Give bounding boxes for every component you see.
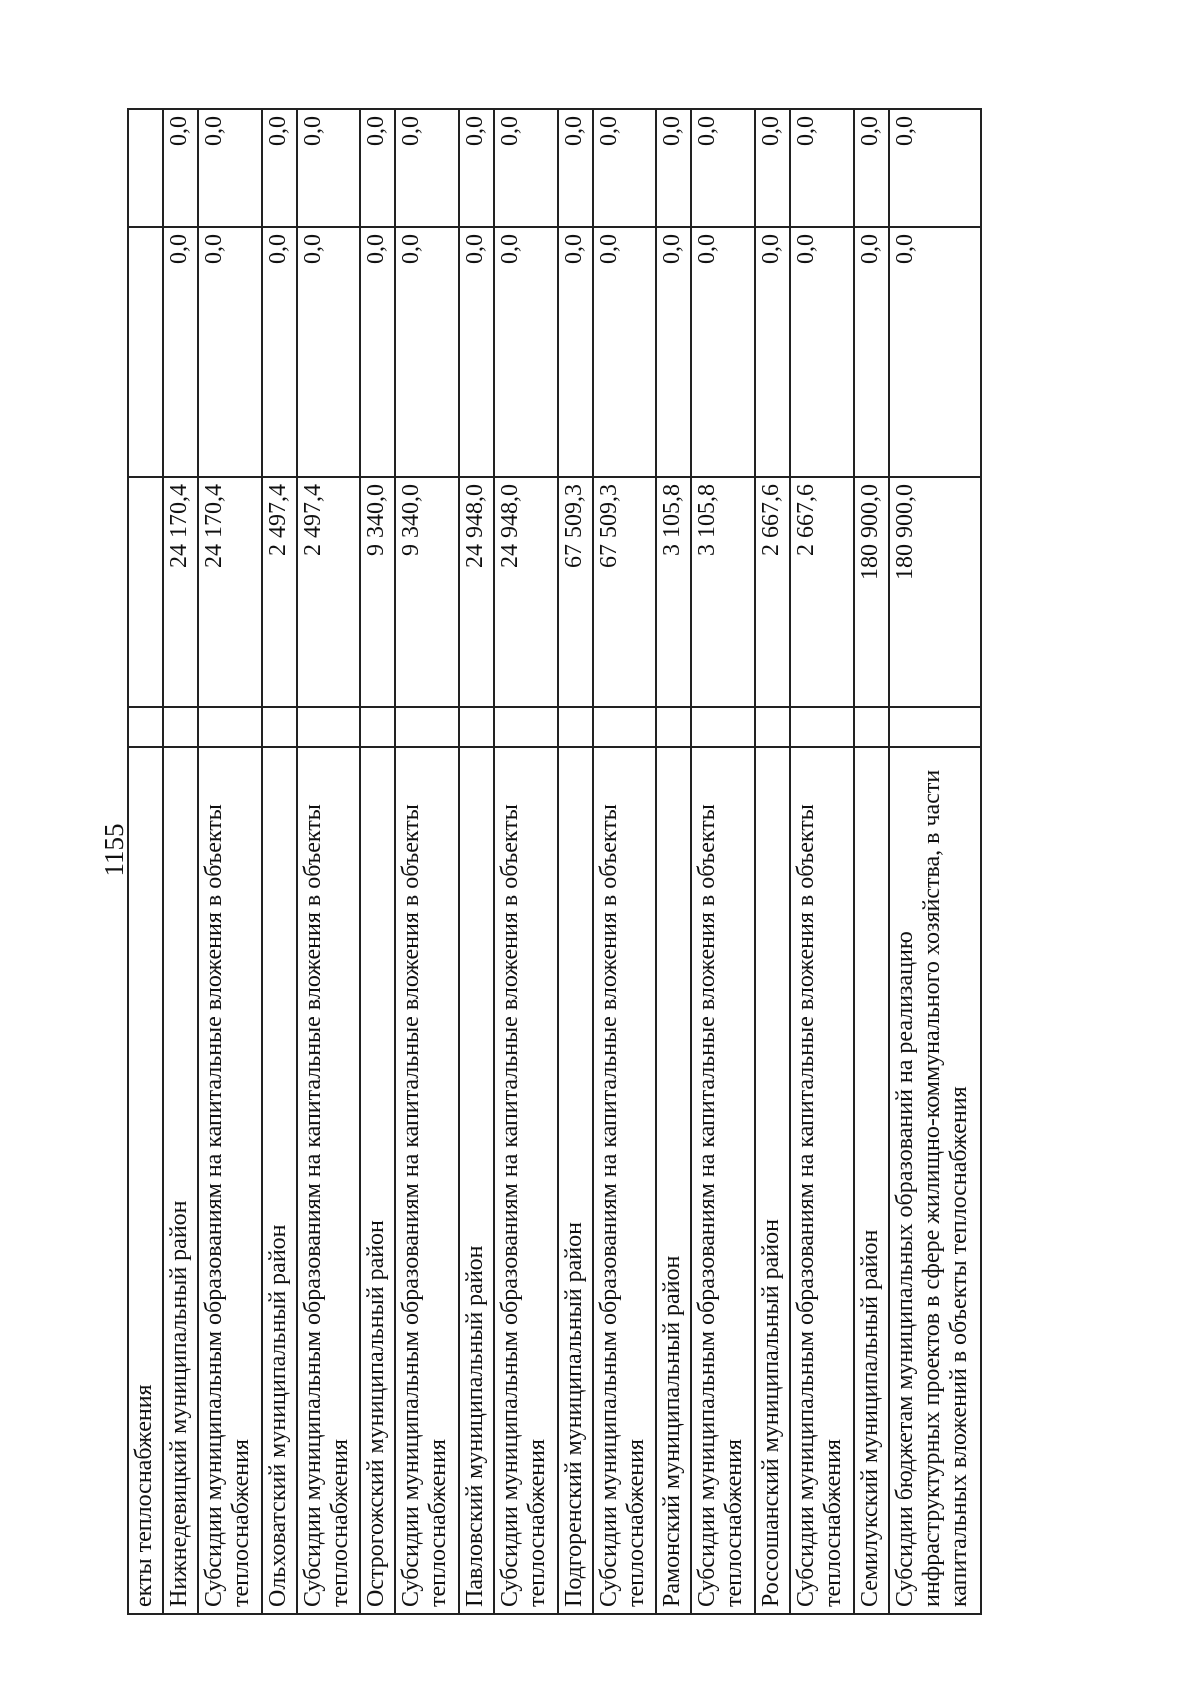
row-empty-cell [656,707,691,747]
row-value-1-cell: 24 170,4 [163,477,198,707]
table-row [297,109,361,1614]
row-value-3-cell: 0,0 [198,109,262,227]
row-value-2-cell: 0,0 [262,227,297,477]
row-empty-cell [128,707,163,747]
table-row [656,109,691,1614]
table-row [360,109,395,1614]
row-value-3-cell: 0,0 [593,109,657,227]
table-row [790,109,854,1614]
row-value-2-cell: 0,0 [360,227,395,477]
budget-table [127,108,982,1615]
page-number: 1155 [98,823,129,877]
row-value-2-cell: 0,0 [593,227,657,477]
row-value-3-cell: 0,0 [262,109,297,227]
row-empty-cell [163,707,198,747]
row-name-cell: Субсидии муниципальным образованиям на капитальные вложения в объекты теплоснабжения [297,747,361,1614]
row-value-1-cell: 2 667,6 [790,477,854,707]
row-name-cell: Ольховатский муниципальный район [262,747,297,1614]
row-value-2-cell: 0,0 [297,227,361,477]
table-row [198,109,262,1614]
row-name-cell: Семилукский муниципальный район [854,747,889,1614]
row-name-cell: Субсидии муниципальным образованиям на капитальные вложения в объекты теплоснабжения [494,747,558,1614]
row-value-2-cell: 0,0 [790,227,854,477]
row-value-3-cell: 0,0 [656,109,691,227]
table-row [494,109,558,1614]
row-empty-cell [854,707,889,747]
row-value-1-cell: 24 948,0 [494,477,558,707]
row-value-3-cell: 0,0 [360,109,395,227]
table-row [691,109,755,1614]
row-empty-cell [360,707,395,747]
row-value-1-cell: 180 900,0 [889,477,981,707]
row-value-1-cell: 67 509,3 [558,477,593,707]
table-row [459,109,494,1614]
row-name-cell: Субсидии муниципальным образованиям на капитальные вложения в объекты теплоснабжения [395,747,459,1614]
row-value-3-cell: 0,0 [691,109,755,227]
row-value-1-cell: 2 497,4 [297,477,361,707]
table-container [127,110,982,1615]
row-name-cell: Субсидии бюджетам муниципальных образований на реализацию инфраструктурных проектов в сфере жилищно-коммунального хозяйства, в части капитальных вложений в объекты теплоснабжения [889,747,981,1614]
row-empty-cell [459,707,494,747]
rotated-table-frame [127,110,982,1615]
table-row [755,109,790,1614]
row-value-2-cell: 0,0 [494,227,558,477]
row-name-cell: Рамонский муниципальный район [656,747,691,1614]
table-row [395,109,459,1614]
row-value-1-cell: 180 900,0 [854,477,889,707]
row-value-1-cell: 67 509,3 [593,477,657,707]
row-value-3-cell: 0,0 [755,109,790,227]
row-value-1-cell: 9 340,0 [360,477,395,707]
row-empty-cell [198,707,262,747]
row-value-2-cell [128,227,163,477]
row-value-1-cell: 9 340,0 [395,477,459,707]
row-name-cell: Субсидии муниципальным образованиям на капитальные вложения в объекты теплоснабжения [691,747,755,1614]
row-empty-cell [494,707,558,747]
row-value-2-cell: 0,0 [889,227,981,477]
row-value-2-cell: 0,0 [755,227,790,477]
row-empty-cell [755,707,790,747]
row-value-1-cell: 3 105,8 [691,477,755,707]
row-name-cell: Нижнедевицкий муниципальный район [163,747,198,1614]
row-value-3-cell: 0,0 [395,109,459,227]
table-row [128,109,163,1614]
row-value-3-cell [128,109,163,227]
row-name-cell: Острогожский муниципальный район [360,747,395,1614]
row-value-1-cell [128,477,163,707]
table-row [889,109,981,1614]
row-name-cell: Подгоренский муниципальный район [558,747,593,1614]
row-name-cell: екты теплоснабжения [128,747,163,1614]
row-value-2-cell: 0,0 [656,227,691,477]
row-value-3-cell: 0,0 [889,109,981,227]
row-empty-cell [691,707,755,747]
row-value-3-cell: 0,0 [558,109,593,227]
row-value-2-cell: 0,0 [854,227,889,477]
table-row [558,109,593,1614]
row-empty-cell [593,707,657,747]
table-row [854,109,889,1614]
row-empty-cell [790,707,854,747]
table-row [262,109,297,1614]
row-value-1-cell: 24 170,4 [198,477,262,707]
row-empty-cell [558,707,593,747]
row-name-cell: Россошанский муниципальный район [755,747,790,1614]
row-value-3-cell: 0,0 [494,109,558,227]
table-body [128,109,981,1614]
row-value-2-cell: 0,0 [558,227,593,477]
row-empty-cell [889,707,981,747]
row-value-1-cell: 24 948,0 [459,477,494,707]
row-value-2-cell: 0,0 [198,227,262,477]
row-empty-cell [297,707,361,747]
row-value-3-cell: 0,0 [459,109,494,227]
row-name-cell: Субсидии муниципальным образованиям на капитальные вложения в объекты теплоснабжения [198,747,262,1614]
table-row [163,109,198,1614]
row-value-2-cell: 0,0 [691,227,755,477]
table-row [593,109,657,1614]
row-value-2-cell: 0,0 [395,227,459,477]
row-name-cell: Павловский муниципальный район [459,747,494,1614]
row-value-3-cell: 0,0 [790,109,854,227]
row-value-1-cell: 2 667,6 [755,477,790,707]
row-empty-cell [262,707,297,747]
row-name-cell: Субсидии муниципальным образованиям на капитальные вложения в объекты теплоснабжения [593,747,657,1614]
row-value-3-cell: 0,0 [163,109,198,227]
row-name-cell: Субсидии муниципальным образованиям на капитальные вложения в объекты теплоснабжения [790,747,854,1614]
row-value-3-cell: 0,0 [854,109,889,227]
row-empty-cell [395,707,459,747]
row-value-3-cell: 0,0 [297,109,361,227]
row-value-2-cell: 0,0 [459,227,494,477]
row-value-2-cell: 0,0 [163,227,198,477]
row-value-1-cell: 2 497,4 [262,477,297,707]
row-value-1-cell: 3 105,8 [656,477,691,707]
